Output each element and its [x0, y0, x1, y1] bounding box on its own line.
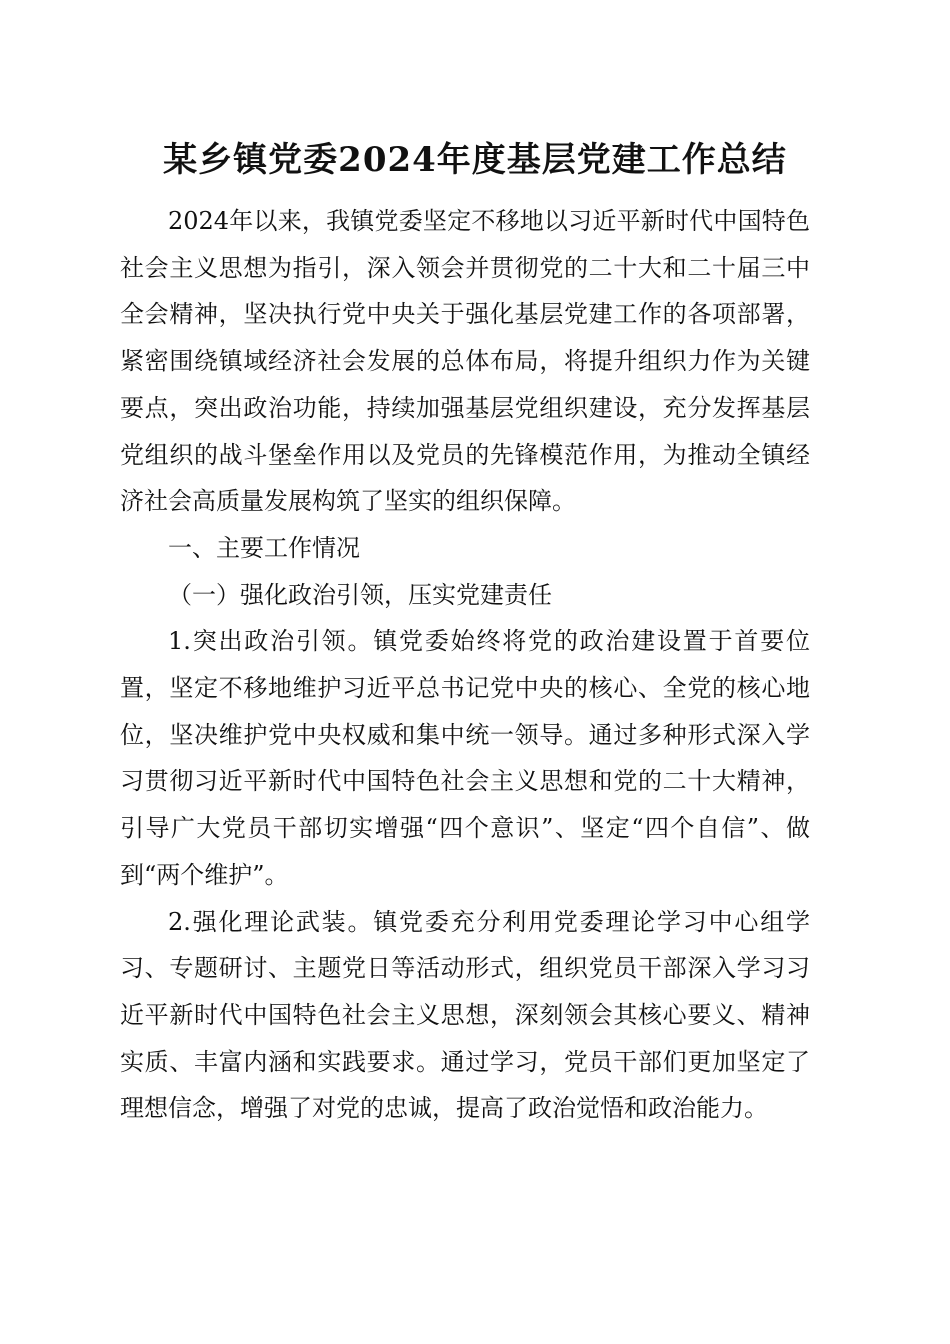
- subsection-heading-political-guidance: （一）强化政治引领，压实党建责任: [168, 580, 552, 609]
- document-title: 某乡镇党委2024年度基层党建工作总结: [163, 140, 787, 180]
- section-heading-main-work: 一、主要工作情况: [168, 533, 360, 562]
- item-paragraph-1: 1.突出政治引领。镇党委始终将党的政治建设置于首要位置，坚定不移地维护习近平总书记党中央的核心、全党的核心地位，坚决维护党中央权威和集中统一领导。通过多种形式深入学习贯彻习近平新时代中国特色社会主义思想和党的二十大精神，引导广大党员干部切实增强“四个意识”、坚定“四个自信”、做到“两个维护”。: [120, 627, 810, 889]
- item-paragraph-2: 2.强化理论武装。镇党委充分利用党委理论学习中心组学习、专题研讨、主题党日等活动形式，组织党员干部深入学习习近平新时代中国特色社会主义思想，深刻领会其核心要义、精神实质、丰富内涵和实践要求。通过学习，党员干部们更加坚定了理想信念，增强了对党的忠诚，提高了政治觉悟和政治能力。: [120, 907, 810, 1123]
- document-body: [120, 198, 810, 1132]
- intro-paragraph: 2024年以来，我镇党委坚定不移地以习近平新时代中国特色社会主义思想为指引，深入领会并贯彻党的二十大和二十届三中全会精神，坚决执行党中央关于强化基层党建工作的各项部署，紧密围绕镇域经济社会发展的总体布局，将提升组织力作为关键要点，突出政治功能，持续加强基层党组织建设，充分发挥基层党组织的战斗堡垒作用以及党员的先锋模范作用，为推动全镇经济社会高质量发展构筑了坚实的组织保障。: [120, 207, 810, 516]
